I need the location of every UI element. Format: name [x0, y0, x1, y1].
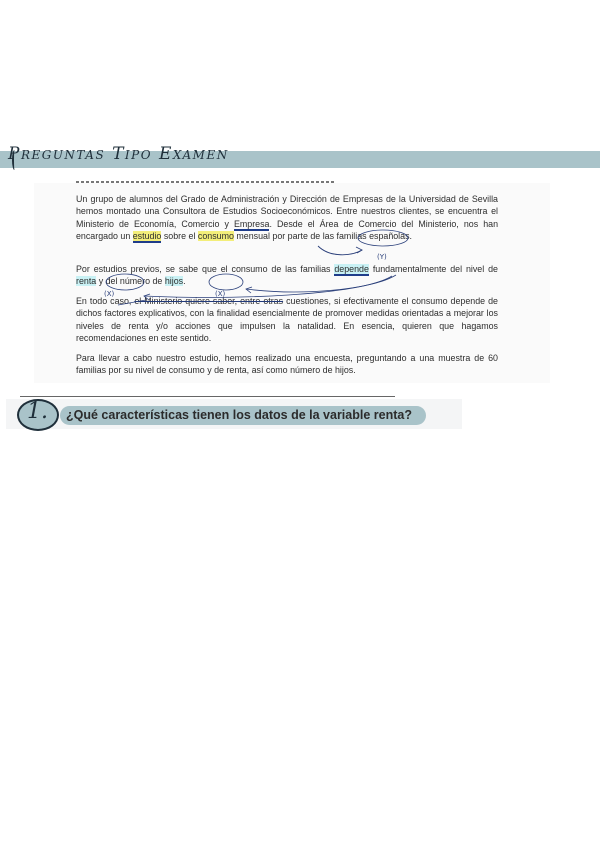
text-segment: Por estudios previos, se sabe que el consumo de las familias [76, 264, 335, 274]
text-segment: . [183, 276, 186, 287]
text-segment: sobre el [161, 231, 198, 242]
excerpt-cut-line [76, 181, 334, 183]
annotation-y: (Y) [377, 253, 387, 261]
text-segment: Un grupo de alumnos del Grado de Administración y Dirección de Empresas de la Universidad de Sevilla hemos montado una Consultora de Estudios Socioeconómicos. Entre nuestros clientes, se encuentra el Ministerio de Economía, Comercio y [76, 194, 498, 229]
paragraph-purpose [76, 295, 498, 345]
question-text: ¿Qué características tienen los datos de la variable renta? [66, 408, 412, 422]
highlight-hijos: hijos [164, 276, 184, 287]
highlight-depende: depende [334, 264, 369, 274]
struck-text: el Ministerio quiere saber, entre otras [134, 296, 284, 306]
paragraph-survey: Para llevar a cabo nuestro estudio, hemos realizado una encuesta, preguntando a una muestra de 60 familias por su nivel de consumo y de renta, así como número de hijos. [76, 353, 498, 376]
highlight-consumo: consumo [197, 231, 234, 242]
annotation-x-hijos: (X) [215, 290, 226, 298]
text-segment: fundamentalmente del nivel de [368, 264, 498, 274]
underlined-empresa: Empresa [233, 218, 270, 229]
highlight-renta: renta [76, 276, 97, 287]
annotation-x-renta: (X) [104, 290, 115, 298]
text-segment: En todo caso, [76, 296, 135, 306]
paragraph-intro [76, 193, 498, 243]
text-segment: y del número de [96, 276, 165, 287]
divider [20, 396, 395, 397]
text-segment: cuestiones, si efectivamente el consumo depende de dichos factores explicativos, con la finalidad esencialmente de promover medidas orientadas a mejorar los niveles de renta y/o acciones que impulsen la natalidad. En esencia, quieren que hagamos recomendaciones en este sentido. [76, 296, 498, 344]
highlight-estudio: estudio [132, 231, 162, 242]
question-number: 1. [27, 399, 48, 424]
text-segment: . Desde el Área de Comercio del Ministerio, nos han encargado un [76, 218, 499, 242]
text-segment: mensual por parte de las familias españolas. [233, 231, 412, 242]
section-title: Preguntas Tipo Examen [8, 144, 229, 164]
paragraph-dependence [76, 263, 498, 288]
